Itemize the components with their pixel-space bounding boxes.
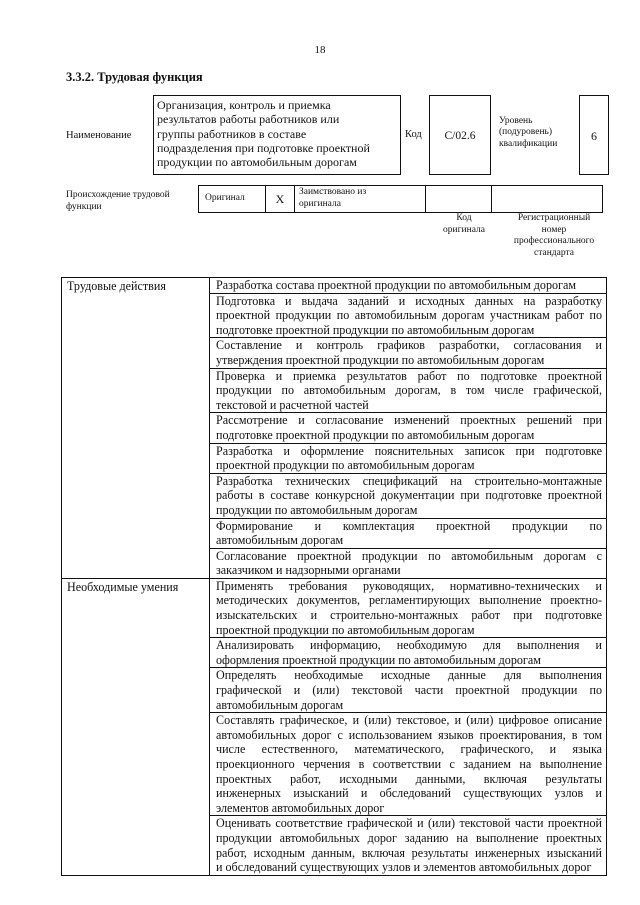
text-line: продукции по автомобильным дорогам, в том числе графической, [216,383,602,398]
function-name-line: результатов работы работников или [157,112,340,127]
text-line: работ, исходным данным, включая результаты инженерных изысканий [216,845,602,860]
text-line: проекционного черчения в соответствии с заданием на выполнение [216,757,602,771]
level-label [491,96,580,175]
origin-label-line: Происхождение трудовой [66,190,170,200]
text-line: проектной продукции по автомобильным дорогам [216,622,475,637]
text-line: Оценивать соответствие графической и (или) текстовой части проектной [216,816,602,831]
text-line: подготовке проектной продукции по автомобильным дорогам [216,322,535,337]
required-skills-label: Необходимые умения [62,578,210,875]
text-line: Составление и контроль графиков разработки, согласования и [216,338,602,353]
text-line: продукции автомобильных дорог заданию на выполнение проектных [216,830,602,845]
text-line: текстовой и расчетной частей [216,397,369,412]
required-skill-row-text [210,578,607,637]
text-line: Рассмотрение и согласование изменений проектных решений при [216,413,602,428]
text-line: оформления проектной продукции по автомобильным дорогам [216,652,541,667]
labor-action-row-text [210,293,607,338]
text-line: Разработка состава проектной продукции по автомобильным дорогам [216,278,577,292]
function-name-line: продукции по автомобильным дорогам [157,155,357,170]
origin-label-line: функции [66,201,102,212]
function-header-table [153,95,609,175]
labor-action-row-text [210,413,607,443]
text-line: методических документов, регламентирующих выполнение проектно- [216,593,602,608]
text-line: работы в составе конкурсной документации при подготовке проектной [216,488,602,503]
code-label: Код [405,128,422,140]
text-line: Составлять графическое, и (или) текстовое, и (или) цифровое описание [216,713,602,728]
level-label-line: Уровень [499,115,533,126]
required-skill-row-text [210,668,607,713]
caption-line: номер [541,224,567,235]
text-line: изыскательских и строительно-монтажных работ при подготовке [216,608,602,623]
caption-line: Код [456,213,472,223]
caption-line: профессионального [513,236,595,246]
caption-line: Регистрационный [517,213,591,223]
text-line: Разработка и оформление пояснительных записок при подготовке [216,443,602,458]
text-line: и обследований существующих узлов и элементов автомобильных дорог [216,860,592,875]
required-skill-row [62,578,607,637]
text-line: Согласование проектной продукции по автомобильным дорогам с [216,548,602,563]
function-name-label: Наименование [66,130,132,141]
registration-number-cell [492,186,603,213]
code-value: С/02.6 [430,96,491,175]
original-mark: X [266,186,295,213]
text-line: проектной продукции по автомобильным дорогам [216,458,475,473]
function-name-line: подразделения при подготовке проектной [157,140,370,155]
labor-action-row [62,278,607,294]
required-skill-row-text [210,713,607,816]
labor-action-row-text [210,368,607,413]
text-line: утверждения проектной продукции по автомобильным дорогам [216,352,545,367]
origin-table [198,185,603,213]
text-line: элементов автомобильных дорог [216,800,385,815]
text-line: Формирование и комплектация проектной продукции по [216,518,602,533]
text-line: автомобильных дорог с использованием языков проектирования, в том [216,727,602,742]
text-line: Определять необходимые исходные данные для выполнения [216,668,602,683]
text-line: числе естественного, математического, графического, и языка [216,742,602,757]
labor-action-row-text [210,443,607,473]
borrowed-label-line: Заимствовано из [299,187,367,197]
section-title: 3.3.2. Трудовая функция [66,70,203,84]
text-line: автомобильным дорогам [216,697,344,712]
registration-number-caption [498,213,610,259]
level-label-line: квалификации [499,138,558,149]
labor-action-row-text [210,278,607,294]
original-code-cell [426,186,492,213]
page-number: 18 [314,44,326,56]
text-line: Разработка технических спецификаций на строительно-монтажные [216,473,602,488]
labor-action-row-text [210,518,607,548]
text-line: Анализировать информацию, необходимую для выполнения и [216,638,602,653]
level-label-line: (подуровень) [499,127,553,137]
labor-action-row-text [210,548,607,578]
caption-line: оригинала [443,224,485,235]
function-name-cell [154,96,401,175]
labor-action-row-text [210,338,607,368]
labor-action-row-text [210,473,607,518]
level-value: 6 [580,96,609,175]
text-line: Применять требования руководящих, нормативно-технических и [216,578,602,593]
text-line: проектных работ, исходными данными, включая результаты [216,771,602,786]
function-name-line: Организация, контроль и приемка [157,98,331,112]
text-line: продукции по автомобильным дорогам [216,502,418,517]
original-label: Оригинал [199,186,266,213]
origin-label [66,190,170,213]
text-line: проектной продукции по автомобильным дорогам участникам работ по [216,308,602,323]
required-skill-row-text [210,638,607,668]
caption-line: стандарта [534,247,574,258]
text-line: заказчиком и надзорными органами [216,563,401,578]
original-code-caption [430,213,498,236]
function-name-line: группы работников в составе [157,126,307,141]
text-line: подготовке проектной продукции по автомобильным дорогам [216,427,535,442]
labor-actions-label: Трудовые действия [62,278,210,579]
required-skill-row-text [210,816,607,875]
text-line: графической и (или) текстовой части проектной продукции по [216,683,602,698]
text-line: инженерных изысканий и обследований существующих узлов и [216,786,602,801]
borrowed-label [295,186,426,213]
text-line: автомобильным дорогам [216,533,344,548]
text-line: Подготовка и выдача заданий и исходных данных на разработку [216,293,602,308]
function-details-table [61,277,607,876]
borrowed-label-line: оригинала [299,198,341,209]
text-line: Проверка и приемка результатов работ по подготовке проектной [216,368,602,383]
